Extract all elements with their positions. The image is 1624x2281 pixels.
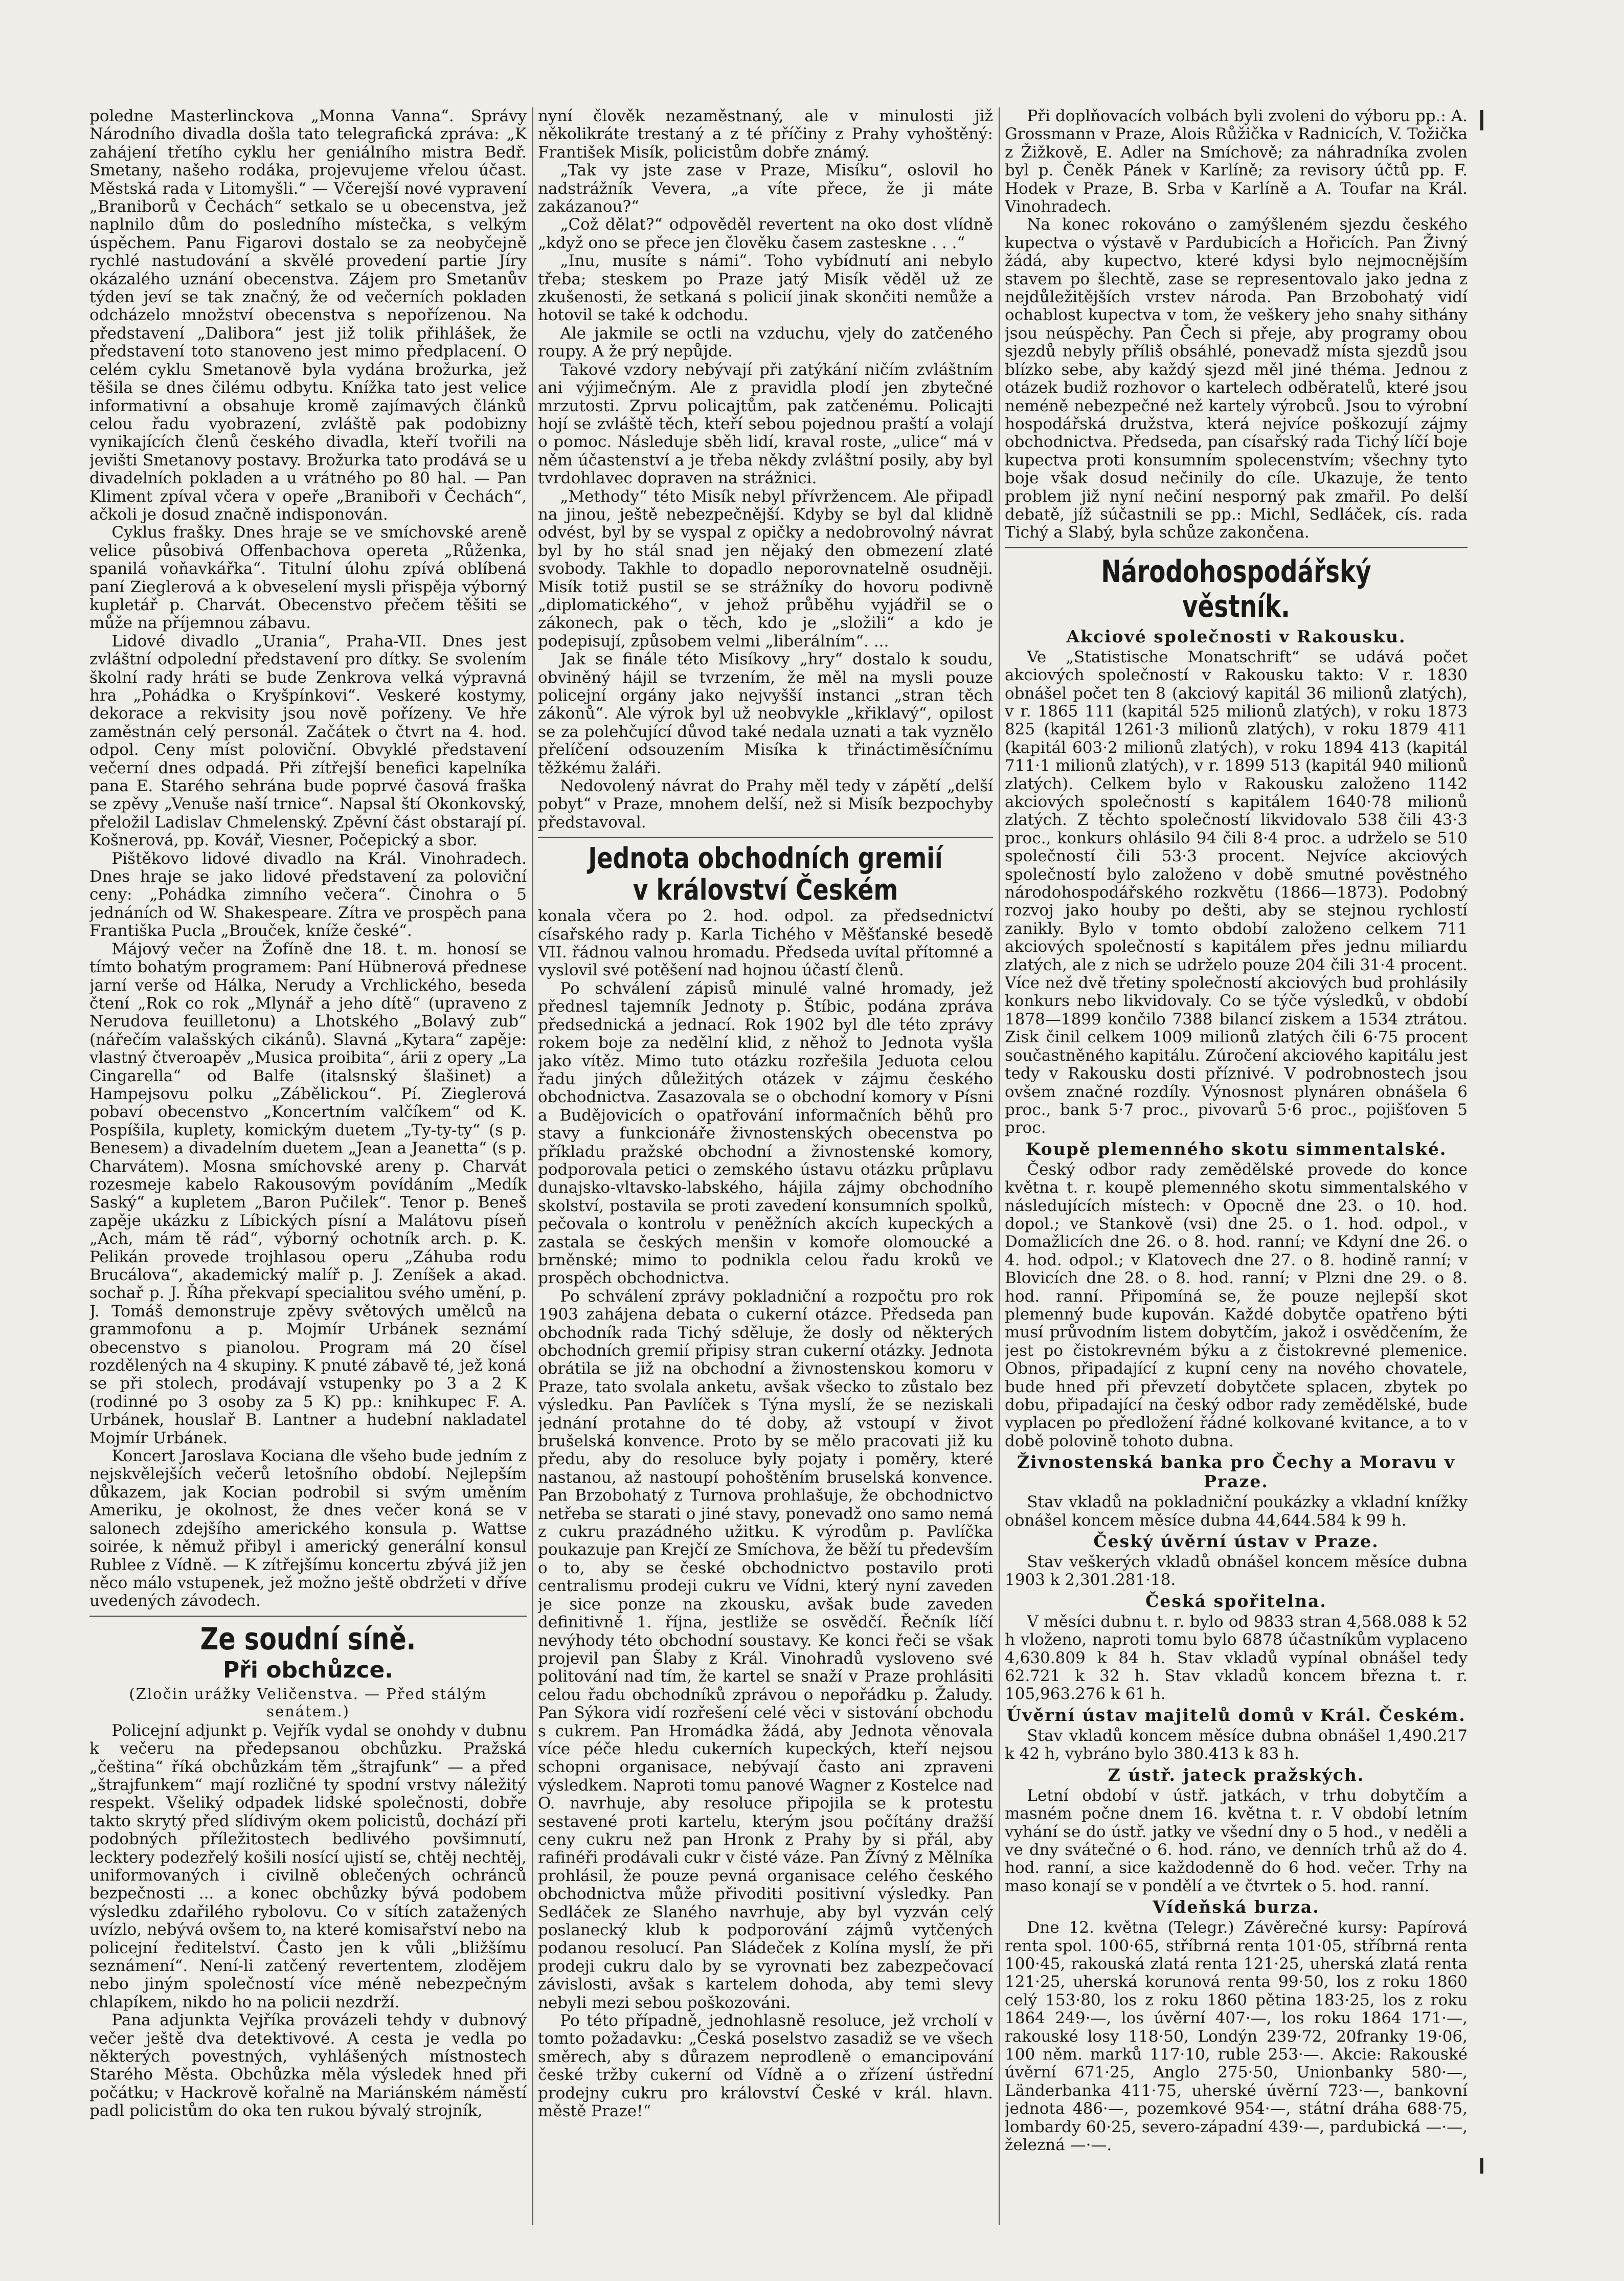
news-paragraph: Letní období v ústř. jatkách, v trhu dobytčím a masném počne dnem 16. května t. r. V období letním vyhání se do ústř. jatky ve všední dny o 5 hod., v neděli a ve dny svátečné o 6. hod. ráno, ve denních trhů až do 4. hod. ranní, a sice každodenně do 6 hod. večer. Trhy na maso konají se v pondělí a ve čtvrtek o 5. hod. ranní. [1005,1786,1468,1895]
article-headline: Jednota obchodních gremií v království Českém [588,842,943,907]
column-divider [532,107,533,2225]
article-paragraph: nyní člověk nezaměstnaný, ale v minulosti již několikráte trestaný a z té příčiny z Prahy vyhoštěný: František Misík, policistům dobře známý. [538,107,993,162]
theatre-news-paragraph: Koncert Jaroslava Kociana dle všeho bude jedním z nejskvělejších večerů letošního období. Nejlepším důkazem, jak Kocian podrobil si svým uměním Ameriku, je okolnost, že dnes večer koná se v salonech zdejšího amerického konsula p. Wattse soirée, k němuž přibyl i americký generální konsul Rublee z Vídně. — K zítřejšímu koncertu zbývá již jen něco málo vstupenek, jež možno ještě obdržeti v dříve uvedených závodech. [89,1447,527,1611]
economy-section-title: Národohospodářský věstník. [1101,553,1371,624]
theatre-news-paragraph: Cyklus frašky. Dnes hraje se ve smíchovské areně velice působivá Offenbachova opereta „Růženka, spanilá voňavkářka“. Titulní úlohu zpívá oblíbená paní Zieglerová a k obveselení mysli přispěja výborný kupletář p. Charvát. Obecenstvo přečem těšiti se může na příjemnou zábavu. [89,523,527,633]
news-paragraph: Stav vkladů na pokladniční poukázky a vkladní knížky obnášel koncem měsíce dubna 44,644.584 k 99 h. [1005,1493,1468,1530]
section-rule [538,837,993,838]
margin-mark [1480,2158,1483,2174]
column-2 [538,107,993,2225]
theatre-news-paragraph: Pištěkovo lidové divadlo na Král. Vinohradech. Dnes hraje se jako lidové představení za poloviční ceny: „Pohádka zimního večera“. Činohra o 5 jednáních od W. Shakespeare. Zítra ve prospěch pana Františka Pucla „Brouček, kníže české“. [89,849,527,941]
news-paragraph: Ve „Statistische Monatschrift“ se udává počet akciových společností v Rakousku takto: V r. 1830 obnášel počet ten 8 (akciový kapitál 36 milionů zlatých), v r. 1865 111 (kapitál 525 milionů zlatých), v roku 1873 825 (kapitál 1261·3 milionů zlatých), v roku 1879 411 (kapitál 603·2 milionů zlatých), v roku 1894 413 (kapitál 711·1 milionů zlatých), v r. 1899 513 (kapitál 940 milionů zlatých). Celkem bylo v Rakousku založeno 1142 akciových společností s kapitálem 1640·78 milionů zlatých. Z těchto společností likvidovalo 538 čili 43·3 proc., konkurs ohlásilo 94 čili 8·4 proc. a udrželo se 510 společností čili 53·3 procent. Nejvíce akciových společností bylo založeno v době smutné pověstného národohospodářského rozkvětu (1866—1873). Podobný rozvoj jako houby po dešti, aby se stejnou rychlostí zanikly. Bylo v tomto období založeno celkem 711 akciových společností s kapitálem přes jednu miliardu zlatých, ale z nich se udrželo pouze 204 čili 31·4 procent. Více než dvě třetiny společností akciových bud prohlásily konkurs nebo likvidovaly. Co se týče výsledků, v období 1878—1899 končilo 7388 bilancí ziskem a 1534 ztrátou. Zisk činil celkem 1009 milionů zlatých čili 6·75 procent součastněného kapitálu. Zúročení akciového kapitálu jest tedy v Rakousku dosti příznivé. V podrobnostech jsou ovšem značné rozdíly. Výnosnost plynáren obnášela 6 proc., bank 5·7 proc., pivovarů 5·6 proc., pojišťoven 5 proc. [1005,647,1468,1137]
court-section-title: Ze soudní síně. [200,1621,416,1657]
article-paragraph: Na konec rokováno o zamýšleném sjezdu českého kupectva o výstavě v Pardubicích a Hořicích. Pan Živný žádá, aby kupectvo, které kdysi bylo nejmocnějším stavem po šlechtě, zase se representovalo jako jedna z nejdůležitějších vrstev národa. Pan Brzobohatý vidí ochablost kupectva v tom, že veškery jeho snahy sithány jsou neúspěchy. Pan Čech si přeje, aby programy obou sjezdů nebyly příliš obsáhlé, ponevadž místa sjezdů jsou blízko sebe, aby každý sjezd měl jiné théma. Jednou z otázek budiž rozhovor o kartelech odběratelů, které jsou neméně nebezpečné než kartely výrobců. Jsou to výrobní hospodářská družstva, která nejvíce poškozují zájmy obchodnictva. Předseda, pan císařský rada Tichý líčí boje kupectva proti konsumním spolecenstvím; všechny tyto boje však dosud nečinily do cíle. Ukazuje, že tento problem již nyní nečiní nesporný pak zmařil. Po delší debatě, jíž súčastnili se pp.: Michl, Sedláček, cís. rada Tichý a Slabý, byla schůze zakončena. [1005,215,1468,542]
article-paragraph: Policejní adjunkt p. Vejřík vydal se onohdy v dubnu k večeru na předepsanou obchůzku. Pražská „čeština“ říká obchůzkám těm „štrajfunk“ — a před „štrajfunkem“ mají rozličné ty spodní vrstvy náležitý respekt. Všeliký odpadek lidské společnosti, dobře takto skrytý před slídivým okem policistů, dochází při podobných příležitostech bedlivého povšimnutí, lecktery podezřelý košili nosící ujistí se, chtěj nechtěj, uniformovaných i civilně oblečených ochránců bezpečnosti ... a konec obchůzky bývá podobem výsledku zdařilého rybolovu. Co v sítích zatažených uvízlo, nebývá ovšem to, na které komisařství nebo na policejní ředitelství. Často jen k vůli „bližšímu seznámení“. Není-li zatčený revertentem, zlodějem nebo jiným společností více méně nebezpečným chlapíkem, nikdo ho na policii nezdrží. [89,1721,527,2011]
news-paragraph: V měsíci dubnu t. r. bylo od 9833 stran 4,568.088 k 52 h vloženo, naproti tomu bylo 6878 účastníkům vyplaceno 4,630.809 k 84 h. Stav vkladů vypínal obnášel tedy 62.721 k 32 h. Stav vkladů koncem března t. r. 105,963.276 k 61 h. [1005,1612,1468,1704]
article-paragraph: Při doplňovacích volbách byli zvoleni do výboru pp.: A. Grossmann v Praze, Alois Růžička v Radnicích, V. Tožička z Žižkově, E. Adler na Smíchově; za náhradníka zvolen byl p. Čeněk Pánek v Karlíně; za revisory účtů pp. F. Hodek v Praze, B. Srba v Karlíně a A. Toufar na Král. Vinohradech. [1005,107,1468,216]
article-paragraph: „Tak vy jste zase v Praze, Misíku“, oslovil ho nadstrážník Vevera, „a víte přece, že ji máte zakázanou?“ [538,161,993,216]
article-paragraph: Po této případně, jednohlasně resoluce, jež vrcholí v tomto požadavku: „Česká poselstvo zasadiž se ve všech směrech, aby s důrazem neprodleně o emancipování české tržby cukerní od Vídně a o zřízení ústřední prodejny cukru pro království České v král. hlavn. městě Praze!“ [538,2011,993,2121]
article-paragraph: „Inu, musíte s námi“. Toho vybídnutí ani nebylo třeba; steskem po Praze jatý Misík věděl už ze zkušenosti, že setkaná s policií jinak skončiti nemůže a hotovil se také k odchodu. [538,252,993,325]
article-paragraph: Takové vzdory nebývají při zatýkání ničím zvláštním ani výjimečným. Ale z pravidla plodí jen zbytečné mrzutosti. Zprvu policajtům, pak zatčenému. Policajti hojí se zvláště těch, kteří sebou pojednou praští a volají o pomoc. Následuje sběh lidí, kraval roste, „ulice“ má v něm účastenství a je třeba někdy zvláštní posily, aby byl tvrdohlavec dopraven na strážnici. [538,360,993,488]
news-headline: Živnostenská banka pro Čechy a Moravu v Praze. [1017,1452,1456,1492]
article-paragraph: Po schválení zápisů minulé valné hromady, jež přednesl tajemník Jednoty p. Štíbic, podána zpráva předsednická a jednací. Rok 1902 byl dle této zprávy rokem boje za nedělní klid, z něhož to Jednota vyšla jako vítěz. Mimo tuto otázku rozřešila Jeduota celou řadu jiných důležitých otázek v zájmu českého obchodnictva. Zasazovala se o obchodní komory v Písni a Budějovicích o opatřování informačních běhů pro stavy a funkcionáře živnostenských obecenstva po příkladu pražské obchodní a živnostenské komory, podporovala petici o zemského ústavu otázku průplavu dunajsko-vltavsko-labského, hájila zájmy obchodního skolství, postavila se proti zavedení konsumních spolků, pečovala o kontrolu v peněžních akcích kupeckých a zastala se českých menšin v komoře olomoucké a brněnské; mimo to podnikla celou řadu kroků ve prospěch obchodnictva. [538,979,993,1288]
news-paragraph: Dne 12. května (Telegr.) Závěrečné kursy: Papírová renta spol. 100·65, stříbrná renta 101·05, stříbrná renta 100·45, rakouská zlatá renta 121·25, uherská zlatá renta 121·25, uherská korunová renta 99·50, los z roku 1860 celý 153·80, los z roku 1860 pětina 183·25, los z roku 1864 249·—, los úvěrní 407·—, los roku 1864 171·—, rakouské losy 118·50, Londýn 239·72, 20franky 19·06, 100 něm. marků 117·10, ruble 253·—. Akcie: Rakouské úvěrní 671·25, Anglo 275·50, Unionbanky 580·—, Länderbanka 411·75, uherské úvěrní 723·—, bankovní jednota 486·—, pozemkové 954·—, státní dráha 688·75, lombardy 60·25, severo-západní 439·—, pardubická —·—, železná —·—. [1005,1918,1468,2154]
article-paragraph: „Což dělat?“ odpověděl revertent na oko dost vlídně „když ono se přece jen člověku časem zasteskne . . .“ [538,215,993,252]
news-headline: Vídeňská burza. [1153,1897,1320,1917]
news-headline: Akciové společnosti v Rakousku. [1066,626,1406,646]
news-headline: Úvěrní ústav majitelů domů v Král. Českém. [1006,1705,1466,1725]
section-rule [89,1616,527,1617]
article-paragraph: „Methody“ této Misík nebyl přívržencem. Ale připadl na jinou, ještě nebezpečnější. Kdyby se byl dal klidně odvést, byl by se vyspal z opičky a nedobrovolný návrat byl by ho stál snad jen nějaký den obmezení zlaté svobody. Takhle to dopadlo neporovnatelně osudněji. Misík totiž pustil se se strážníky do hovoru podivně „diplomatického“, v jehož průběhu vyjádřil se o zákonech, pak o těch, kdo je „složili“ a kdo je podepisují, způsobem velmi „liberálním“. ... [538,487,993,651]
article-headline: Při obchůzce. [222,1657,394,1683]
section-rule [1005,547,1468,548]
article-paragraph: konala včera po 2. hod. odpol. za předsednictví císařského rady p. Karla Tichého v Měšťanské besedě VII. řádnou valnou hromadu. Předseda uvítal přítomné a vyslovil své potěšení nad hojnou účastí členů. [538,907,993,980]
column-3 [1005,107,1468,2225]
theatre-news-paragraph: poledne Masterlinckova „Monna Vanna“. Správy Národního divadla došla tato telegrafická zpráva: „K zahájení třetího cyklu her geniálního mistra Bedř. Smetany, našeho rodáka, projevujeme vřelou účast. Městská rada v Litomyšli.“ — Včerejší nové vypravení „Braniborů v Čechách“ setkalo se u obecenstva, jež naplnilo dům do posledního místečka, s velkým úspěchem. Panu Figarovi dostalo se za neobyčejně rychlé nastudování a skvělé provedení partie Jíry okázalého uznání obecenstva. Zájem pro Smetanův týden jeví se tak značný, že od večerních pokladen odcházelo množství obecenstva s nepořízenou. Na představení „Dalibora“ jest již tolik přihlášek, že představení toto stanoveno jest mimo předplacení. O celém cyklu Smetanově byla vydána brožurka, jež těšila se dnes čilému odbytu. Knížka tato jest velice informativní a obsahuje kromě zajímavých článků celou řadu vyobrazení, zvláště pak podobizny vynikajících členů českého divadla, kteří tvořili na jevišti Smetanovy postavy. Brožurka tato prodává se u divadelních pokladen a u vrátného po 80 hal. — Pan Kliment zpíval včera v opeře „Braniboři v Čechách“, ačkoli je dosud značně indisponován. [89,107,527,524]
article-paragraph: Nedovolený návrat do Prahy měl tedy v zápětí „delší pobyt“ v Praze, mnohem delší, než si Misík bezpochyby představoval. [538,777,993,832]
news-paragraph: Český odbor rady zemědělské provede do konce května t. r. koupě plemenného skotu simmentalského v následujících místech: v Opocně dne 23. o 10. hod. dopol.; ve Stankově (vsi) dne 25. o 1. hod. odpol., v Domažlicích dne 26. o 8. hod. ranní; ve Kdyní dne 26. o 4. hod. odpol.; v Klatovech dne 27. o 8. hodině ranní; v Blovicích dne 28. o 8. hod. ranní; v Plzni dne 29. o 8. hod. ranní. Připomíná se, že pouze nejlepší skot plemenný bude kupován. Každé dobytče opatřeno býti musí průvodním listem dobytčím, jakož i osvědčením, že jest po čistokrevném býku a z čistokrevné plemenice. Obnos, připadající z kupní ceny na nového chovatele, bude hned při převzetí dobytčete splacen, zbytek po dobu, připadající na český odbor rady zemědělské, bude vyplacen po předložení řádné kolkované kvitance, a to v době polovině tohoto dubna. [1005,1160,1468,1450]
article-paragraph: Ale jakmile se octli na vzduchu, vjely do zatčeného roupy. A že prý nepůjde. [538,324,993,361]
news-paragraph: Stav vkladů koncem měsíce dubna obnášel 1,490.217 k 42 h, vybráno bylo 380.413 k 83 h. [1005,1726,1468,1763]
column-1 [89,107,527,2225]
theatre-news-paragraph: Májový večer na Žofíně dne 18. t. m. honosí se tímto bohatým programem: Paní Hübnerová přednese jarní verše od Hálka, Nerudy a Vrchlického, beseda čtení „Rok co rok „Mlynář a jeho dítě“ (upraveno z Nerudova feuilletonu) a Lhotského „Bolavý zub“ (nářečím valašských cikánů). Slavná „Kytara“ zapěje: vlastný čtveroapěv „Musica proibita“, árii z opery „La Cingarella“ od Balfe (italsnský šlašinet) a Hampejsovu polku „Zábělickou“. Pí. Zieglerová pobaví obecenstvo „Koncertním valčíkem“ od K. Pospíšila, kuplety, komickým duetem „Ty-ty-ty“ (s p. Benesem) a divadelním duetem „Jean a Jeanetta“ (s p. Charvátem). Mosna smíchovské areny p. Charvát rozesmeje kabelo Rakousovým povídáním „Medík Saský“ a kupletem „Baron Pučilek“. Tenor p. Beneš zapěje ukázku z Líbických písní a Malátovu píseň „Ach, mám tě rád“, výborný ochotník arch. p. K. Pelikán provede trojhlasou operu „Záhuba rodu Brucálova“, akademický malíř p. J. Zeníšek a akad. sochař p. J. Říha překvapí specialitou svého umění, p. J. Tomáš demonstruje zpěvy světových umělců na grammofonu a p. Mojmír Urbánek seznámí obecenstvo s pianolou. Program má 20 čísel rozdělených na 4 skupiny. K pnuté zábavě té, jež koná se při stolech, prodávají vstupenky po 3 a 2 K (rodinné po 3 osoby za 5 K) pp.: knihkupec F. A. Urbánek, houslař B. Lantner a hudební nakladatel Mojmír Urbánek. [89,940,527,1447]
margin-mark [1480,110,1483,130]
article-paragraph: Jak se finále této Misíkovy „hry“ dostalo k soudu, obviněný hájil se tvrzením, že měl na mysli pouze policejní orgány jako nejvyšší instanci „stran těch zákonů“. Ale výrok byl už neobvykle „křiklavý“, opilost se za polehčující důvod také nedala uznati a tak vyznělo přelíčení odsouzením Misíka k třináctiměsíčnímu těžkému žaláři. [538,650,993,777]
news-headline: Česká spořitelna. [1145,1591,1327,1611]
news-headline: Z ústř. jateck pražských. [1108,1764,1365,1785]
article-paragraph: Po schválení zprávy pokladniční a rozpočtu pro rok 1903 zahájena debata o cukerní otázce. Předseda pan obchodník rada Tichý sděluje, že dosly od některých obchodních gremií připisy stran cukerní otázky. Jednota obrátila se již na obchodní a živnostenskou komoru v Praze, tato svolala anketu, avšak všecko to zůstalo bez výsledku. Pan Pavlíček s Týna myslí, že se neziskali jednání protahne do té doby, až vstoupí v život brušelská konvence. Proto by se mělo pracovati již ku předu, aby do resoluce byly pojaty i poměry, které nastanou, až nastoupí pohoštěním bruselská konvence. Pan Brzobohatý z Turnova prohlašuje, že obchodnictvo netřeba se starati o jiné stavy, ponevadž ono samo nemá z cukru prazádného užitku. K výrodům p. Pavlíčka poukazuje pan Krejčí ze Smíchova, že běží tu především o to, aby se české obchodnictvo postavilo proti centralismu prodeji cukru ve Vídni, který nyní zaveden je sice ponze na zkousku, avšak bude zaveden definitivně 1. října, jestliže se osvědčí. Řečník líčí nevýhody této obchodní soustavy. Ke konci řeči se však projevil pan Šlaby z Král. Vinohradů vysloveno své politování nad tím, že kartel se snaží v Praze prohlásiti celou řadu obchodníků zprávou o nepořádku p. Žaludy. Pan Sýkora vidí rozřešení celé věci v sistování obchodu s cukrem. Pan Hromádka žádá, aby Jednota věnovala více péče hledu cukerních kupeckých, kteří nejsou schopni organisace, nebývají často ani zpraveni výsledkem. Naproti tomu panové Wagner z Kostelce nad O. navrhuje, aby resoluce připojila se k protestu sestavené proti kartelu, kterým jsou počítány dražší ceny cukru než pan Hronk z Prahy by si přál, aby rafinéři prodávali cukr v čisté váze. Pan Žívný z Mělníka prohlásil, že pouze pevná organisace celého českého obchodnictva může přivoditi positivní výsledky. Pan Sedláček ze Slaného navrhuje, aby byl vyzván celý poslanecký klub k podporování zájmů vytčených podanou resolucí. Pan Sládeček z Kolína myslí, že při prodeji cukru dalo by se vyrovnati bez zabezpečovací závislosti, avšak s kartelem dohoda, aby temi slevy nebyli mezi sebou poškozováni. [538,1287,993,2012]
article-subtitle: (Zločin urážky Veličenstva. — Před stálým senátem.) [129,1685,487,1720]
theatre-news-paragraph: Lidové divadlo „Urania“, Praha-VII. Dnes jest zvláštní odpolední představení pro dítky. Se svolením školní rady hráti se bude Zenkrova velká výpravná hra „Pohádka o Kryšpínkovi“. Veskeré kostymy, dekorace a rekvisity jsou nově pořízeny. Ve hře zaměstnán celý personál. Začátek o čtvrt na 4. hod. odpol. Ceny míst poloviční. Obvyklé představení večerní dnes odpadá. Při zítřejší benefici kapelníka pana E. Starého sehrána bude poprvé časová fraška se zpěvy „Venuše naší trnice“. Napsal ští Okonkovský, přeložil Ladislav Chmelenský. Zpěvní část obstarají pí. Košnerová, pp. Kovář, Viesner, Počepický a sbor. [89,632,527,850]
news-headline: Český úvěrní ústav v Praze. [1093,1531,1379,1552]
news-headline: Koupě plemenného skotu simmentalské. [1025,1138,1447,1159]
news-paragraph: Stav veškerých vkladů obnášel koncem měsíce dubna 1903 k 2,301.281·18. [1005,1553,1468,1590]
column-divider [999,107,1000,2225]
article-paragraph: Pana adjunkta Vejříka provázeli tehdy v dubnový večer ještě dva detektivové. A cesta je vedla po některých povestných, vyhlášených místnostech Starého Města. Obchůzka měla výsledek hned při počátku; v Hackrově kořalně na Mariánském náměstí padl policistům do oka ten rukou bývalý strojník, [89,2011,527,2120]
